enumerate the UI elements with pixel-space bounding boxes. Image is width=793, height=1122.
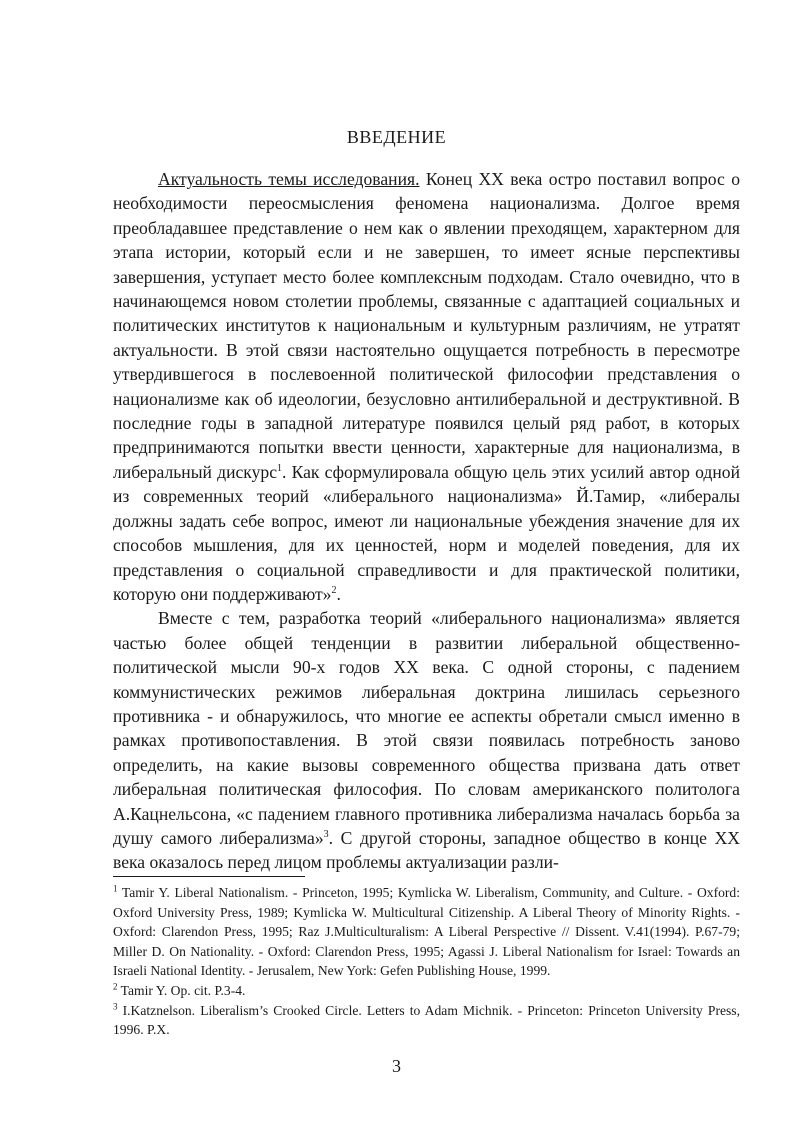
paragraph-2-text-a: Вместе с тем, разработка теорий «либерального национализма» является частью более общей тенденции в развитии либеральной общественно-политической мысли 90-х годов XX века. С одной стороны, с падением коммунистических режимов либеральная доктрина лишилась серьезного противника - и обнаружилось, что многие ее аспекты обретали смысл именно в рамках противопоставления. В этой связи появилась потребность заново определить, на какие вызовы современного общества призвана дать ответ либеральная политическая философия. По словам американского политолога А.Кацнельсона, «с падением главного противника либерализма началась борьба за душу самого либерализма» bbox=[113, 608, 740, 848]
footnote-3-number: 3 bbox=[113, 1001, 118, 1012]
paragraph-1-lead: Актуальность темы исследования. bbox=[158, 169, 420, 189]
footnote-ref-1[interactable]: 1 bbox=[277, 463, 282, 475]
paragraph-1-text-a: Конец XX века остро поставил вопрос о необходимости переосмысления феномена национализма. Долгое время преобладавшее представление о нем как о явлении преходящем, характерном для этапа истории, который если и не завершен, то имеет ясные перспективы завершения, уступает место более комплексным подходам. Стало очевидно, что в начинающемся новом столетии проблемы, связанные с адаптацией социальных и политических институтов к национальным и культурным различиям, не утратят актуальности. В этой связи настоятельно ощущается потребность в пересмотре утвердившегося в послевоенной политической философии представления о национализме как об идеологии, безусловно антилиберальной и деструктивной. В последние годы в западной литературе появился целый ряд работ, в которых предпринимаются попытки ввести ценности, характерные для национализма, в либеральный дискурс bbox=[113, 169, 740, 482]
footnote-2-text: Tamir Y. Op. cit. P.3-4. bbox=[117, 982, 246, 998]
footnotes bbox=[113, 883, 740, 1040]
footnote-ref-3[interactable]: 3 bbox=[323, 829, 329, 841]
body-text bbox=[113, 167, 740, 875]
paragraph-1-text-b: . Как сформулировала общую цель этих усилий автор одной из современных теорий «либерального национализма» Й.Тамир, «либералы должны задать себе вопрос, имеют ли национальные убеждения значение для их способов мышления, для их ценностей, норм и моделей поведения, для их представления о социальной справедливости и для практической политики, которую они поддерживают» bbox=[113, 461, 740, 604]
footnote-divider bbox=[113, 876, 305, 877]
paragraph-2 bbox=[113, 606, 740, 874]
footnote-2 bbox=[113, 981, 740, 1001]
paragraph-1 bbox=[113, 167, 740, 606]
footnote-3 bbox=[113, 1001, 740, 1040]
footnote-2-number: 2 bbox=[113, 981, 118, 992]
footnote-1 bbox=[113, 883, 740, 981]
paragraph-2-text-b: . С другой стороны, западное общество в конце XX века оказалось перед лицом проблемы актуализации разли- bbox=[113, 827, 741, 873]
footnote-3-text: I.Katznelson. Liberalism’s Crooked Circle. Letters to Adam Michnik. - Princeton: Princeton University Press, 1996. P.X. bbox=[113, 1002, 740, 1038]
footnote-1-number: 1 bbox=[113, 883, 118, 894]
footnote-1-text: Tamir Y. Liberal Nationalism. - Princeton, 1995; Kymlicka W. Liberalism, Community, and Culture. - Oxford: Oxford University Press, 1989; Kymlicka W. Multicultural Citizenship. A Liberal Theory of Minority Rights. - Oxford: Clarendon Press, 1995; Raz J.Multiculturalism: A Liberal Perspective // Dissent. V.41(1994). P.67-79; Miller D. On Nationality. - Oxford: Clarendon Press, 1995; Agassi J. Liberal Nationalism for Israel: Towards an Israeli National Identity. - Jerusalem, New York: Gefen Publishing House, 1999. bbox=[113, 885, 740, 979]
paragraph-1-text-c: . bbox=[336, 583, 341, 604]
page-number: 3 bbox=[392, 1056, 401, 1076]
section-heading: ВВЕДЕНИЕ bbox=[346, 127, 447, 147]
footnote-ref-2[interactable]: 2 bbox=[331, 585, 337, 597]
